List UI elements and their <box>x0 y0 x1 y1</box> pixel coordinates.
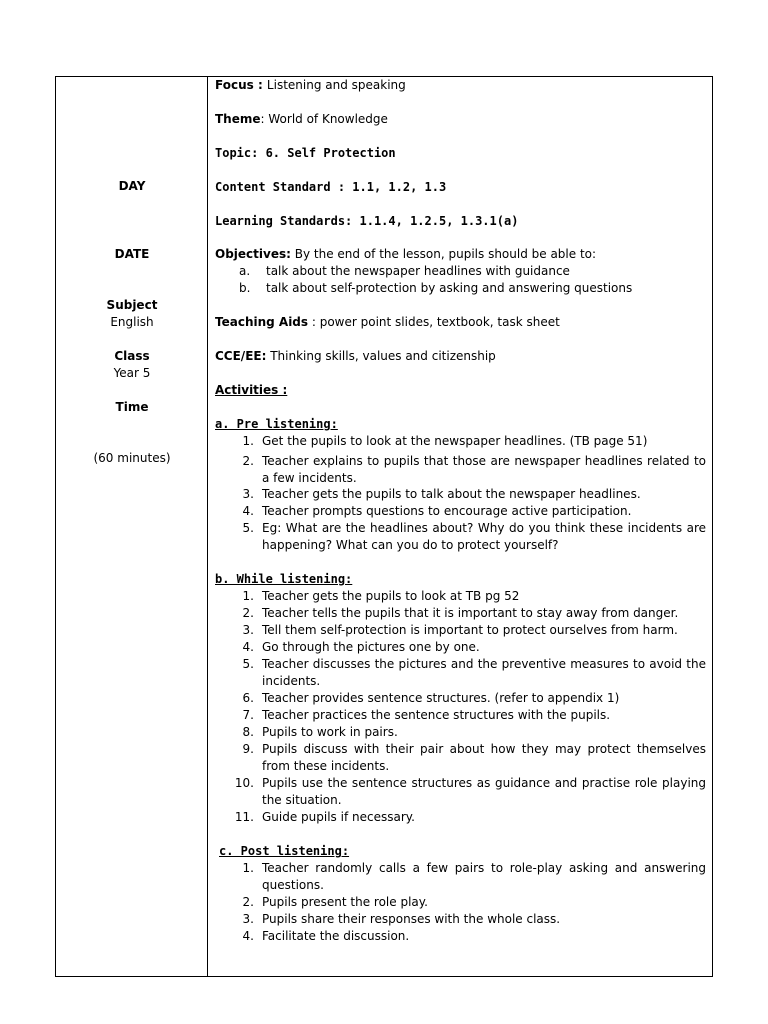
objectives-line: Objectives: By the end of the lesson, pupils should be able to: <box>215 247 597 261</box>
list-number: 11. <box>234 810 254 824</box>
time-label: Time <box>115 400 149 414</box>
list-item: Teacher explains to pupils that those are newspaper headlines related to a few incidents. <box>262 454 706 485</box>
content-standard-line: Content Standard : 1.1, 1.2, 1.3 <box>215 180 447 194</box>
list-item: Pupils to work in pairs. <box>262 725 398 739</box>
list-number: 1. <box>242 861 254 875</box>
list-item: Eg: What are the headlines about? Why do you think these incidents are happening? What can you do to protect yourself? <box>262 521 706 552</box>
objective-item: talk about self-protection by asking and answering questions <box>266 281 633 295</box>
list-number: 5. <box>242 657 254 671</box>
list-item: Tell them self-protection is important to protect ourselves from harm. <box>262 623 678 637</box>
list-number: 4. <box>242 640 254 654</box>
list-item: Teacher randomly calls a few pairs to role-play asking and answering questions. <box>262 861 706 892</box>
list-item: Teacher discusses the pictures and the preventive measures to avoid the incidents. <box>262 657 706 688</box>
list-number: 6. <box>242 691 254 705</box>
list-number: 9. <box>242 742 254 756</box>
list-item: Teacher gets the pupils to talk about the newspaper headlines. <box>262 487 641 501</box>
class-label: Class <box>114 349 150 363</box>
subject-value: English <box>110 315 154 329</box>
list-item: Go through the pictures one by one. <box>262 640 480 654</box>
list-number: 5. <box>242 521 254 535</box>
objective-marker: b. <box>239 281 251 295</box>
day-label: DAY <box>118 179 146 193</box>
class-value: Year 5 <box>113 366 151 380</box>
list-number: 2. <box>242 606 254 620</box>
objective-marker: a. <box>239 264 251 278</box>
list-number: 7. <box>242 708 254 722</box>
list-item: Teacher prompts questions to encourage active participation. <box>262 504 632 518</box>
objective-item: talk about the newspaper headlines with guidance <box>266 264 570 278</box>
post-listening-heading: c. Post listening: <box>219 844 350 858</box>
list-item: Pupils share their responses with the whole class. <box>262 912 561 926</box>
list-item: Get the pupils to look at the newspaper headlines. (TB page 51) <box>262 434 648 448</box>
list-item: Teacher tells the pupils that it is important to stay away from danger. <box>262 606 679 620</box>
list-number: 1. <box>242 434 254 448</box>
list-item: Pupils discuss with their pair about how they may protect themselves from these incidents. <box>262 742 706 773</box>
list-item: Facilitate the discussion. <box>262 929 410 943</box>
list-number: 2. <box>242 895 254 909</box>
list-item: Pupils present the role play. <box>262 895 428 909</box>
list-item: Teacher practices the sentence structures with the pupils. <box>262 708 611 722</box>
cce-line: CCE/EE: Thinking skills, values and citizenship <box>215 349 496 363</box>
list-item: Teacher provides sentence structures. (refer to appendix 1) <box>262 691 620 705</box>
learning-standards-line: Learning Standards: 1.1.4, 1.2.5, 1.3.1(a) <box>215 214 519 228</box>
time-value: (60 minutes) <box>93 451 171 465</box>
list-number: 3. <box>242 912 254 926</box>
theme-line: Theme: World of Knowledge <box>215 112 388 126</box>
list-item: Pupils use the sentence structures as guidance and practise role playing the situation. <box>262 776 706 807</box>
activities-heading: Activities : <box>215 383 288 397</box>
list-number: 4. <box>242 929 254 943</box>
teaching-aids-line: Teaching Aids : power point slides, textbook, task sheet <box>215 315 560 329</box>
list-number: 3. <box>242 487 254 501</box>
pre-listening-heading: a. Pre listening: <box>215 417 338 431</box>
list-number: 2. <box>242 454 254 468</box>
list-number: 3. <box>242 623 254 637</box>
list-number: 1. <box>242 589 254 603</box>
focus-line: Focus : Listening and speaking <box>215 78 406 92</box>
while-listening-heading: b. While listening: <box>215 572 353 586</box>
list-item: Teacher gets the pupils to look at TB pg 52 <box>262 589 520 603</box>
list-number: 10. <box>234 776 254 790</box>
list-number: 8. <box>242 725 254 739</box>
topic-line: Topic: 6. Self Protection <box>215 146 396 160</box>
list-item: Guide pupils if necessary. <box>262 810 415 824</box>
list-number: 4. <box>242 504 254 518</box>
column-divider <box>207 76 208 977</box>
date-label: DATE <box>114 247 150 261</box>
subject-label: Subject <box>106 298 158 312</box>
